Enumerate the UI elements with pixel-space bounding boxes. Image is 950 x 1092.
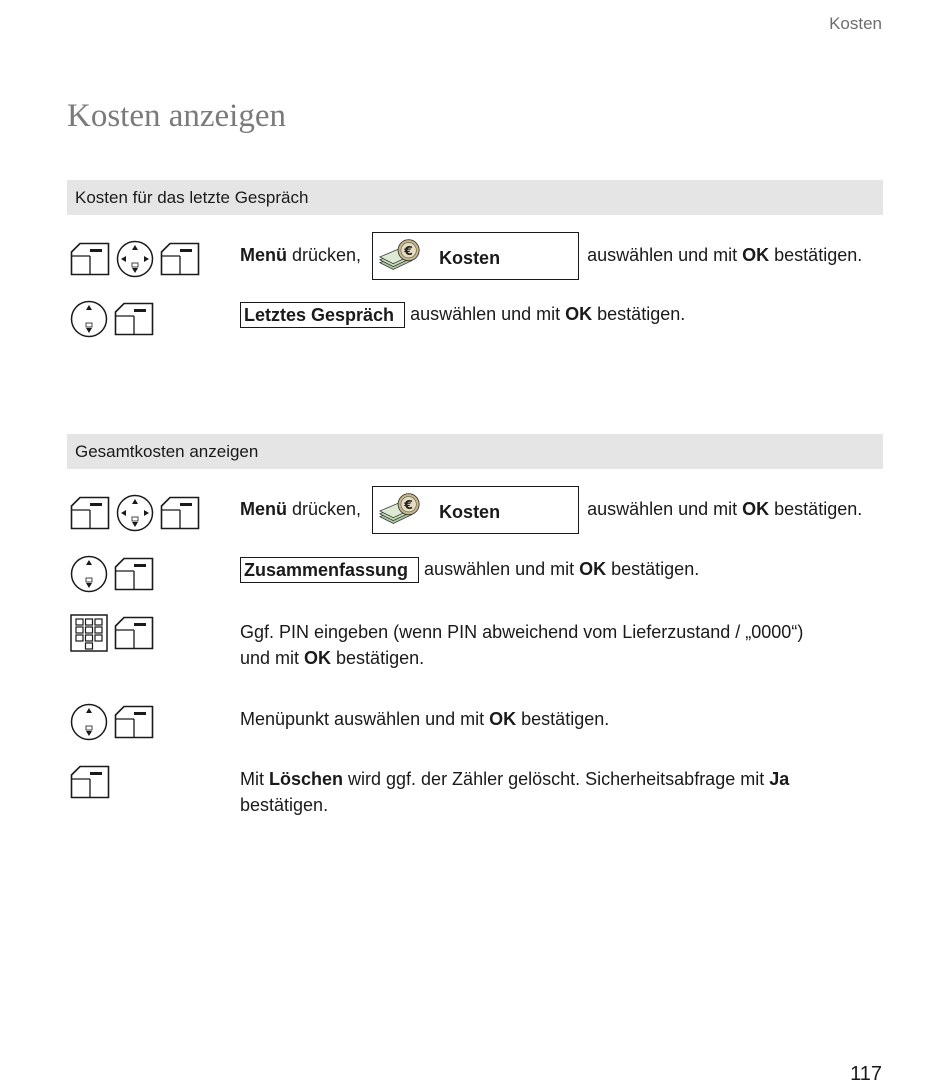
softkey-icon [70,242,110,276]
page-title: Kosten anzeigen [67,98,286,134]
menu-display-box: Kosten [372,486,579,534]
key-sequence [70,703,154,741]
key-sequence [70,240,200,278]
running-header: Kosten [829,14,882,33]
step-text: Letztes Gespräch auswählen und mit OK bestätigen. [240,301,685,328]
euro-money-icon [377,491,423,529]
nav-key-icon [116,494,154,532]
softkey-icon [114,302,154,336]
softkey-icon [160,242,200,276]
step-text: Menü drücken, Kosten auswählen und mit OK bestätigen. [240,486,900,534]
nav-key-icon [116,240,154,278]
section-heading-total-costs: Gesamtkosten anzeigen [67,434,883,469]
step-text: Mit Löschen wird ggf. der Zähler gelöscht. Sicherheitsabfrage mit Ja bestätigen. [240,769,790,815]
softkey-icon [114,616,154,650]
bold-menu: Menü [240,244,287,265]
step-text: Menüpunkt auswählen und mit OK bestätigen. [240,709,610,729]
menu-display-box: Kosten [372,232,579,280]
nav-key-icon [70,555,108,593]
page-number: 117 [850,1063,882,1085]
key-sequence [70,765,110,799]
nav-key-icon [70,703,108,741]
step-text: Menü drücken, Kosten auswählen und mit OK bestätigen. [240,232,900,280]
nav-key-icon [70,300,108,338]
euro-money-icon [377,237,423,275]
key-sequence [70,494,200,532]
softkey-icon [160,496,200,530]
step-text: Zusammenfassung auswählen und mit OK bestätigen. [240,556,699,583]
key-sequence [70,555,154,593]
softkey-icon [114,705,154,739]
step-text: Ggf. PIN eingeben (wenn PIN abweichend vom Lieferzustand / „0000“) und mit OK bestätigen. [240,622,804,668]
softkey-icon [70,765,110,799]
keypad-icon [70,614,108,652]
softkey-icon [70,496,110,530]
key-sequence [70,614,154,652]
display-selection: Zusammenfassung [240,557,419,583]
softkey-icon [114,557,154,591]
key-sequence [70,300,154,338]
section-heading-last-call: Kosten für das letzte Gespräch [67,180,883,215]
display-selection: Letztes Gespräch [240,302,405,328]
